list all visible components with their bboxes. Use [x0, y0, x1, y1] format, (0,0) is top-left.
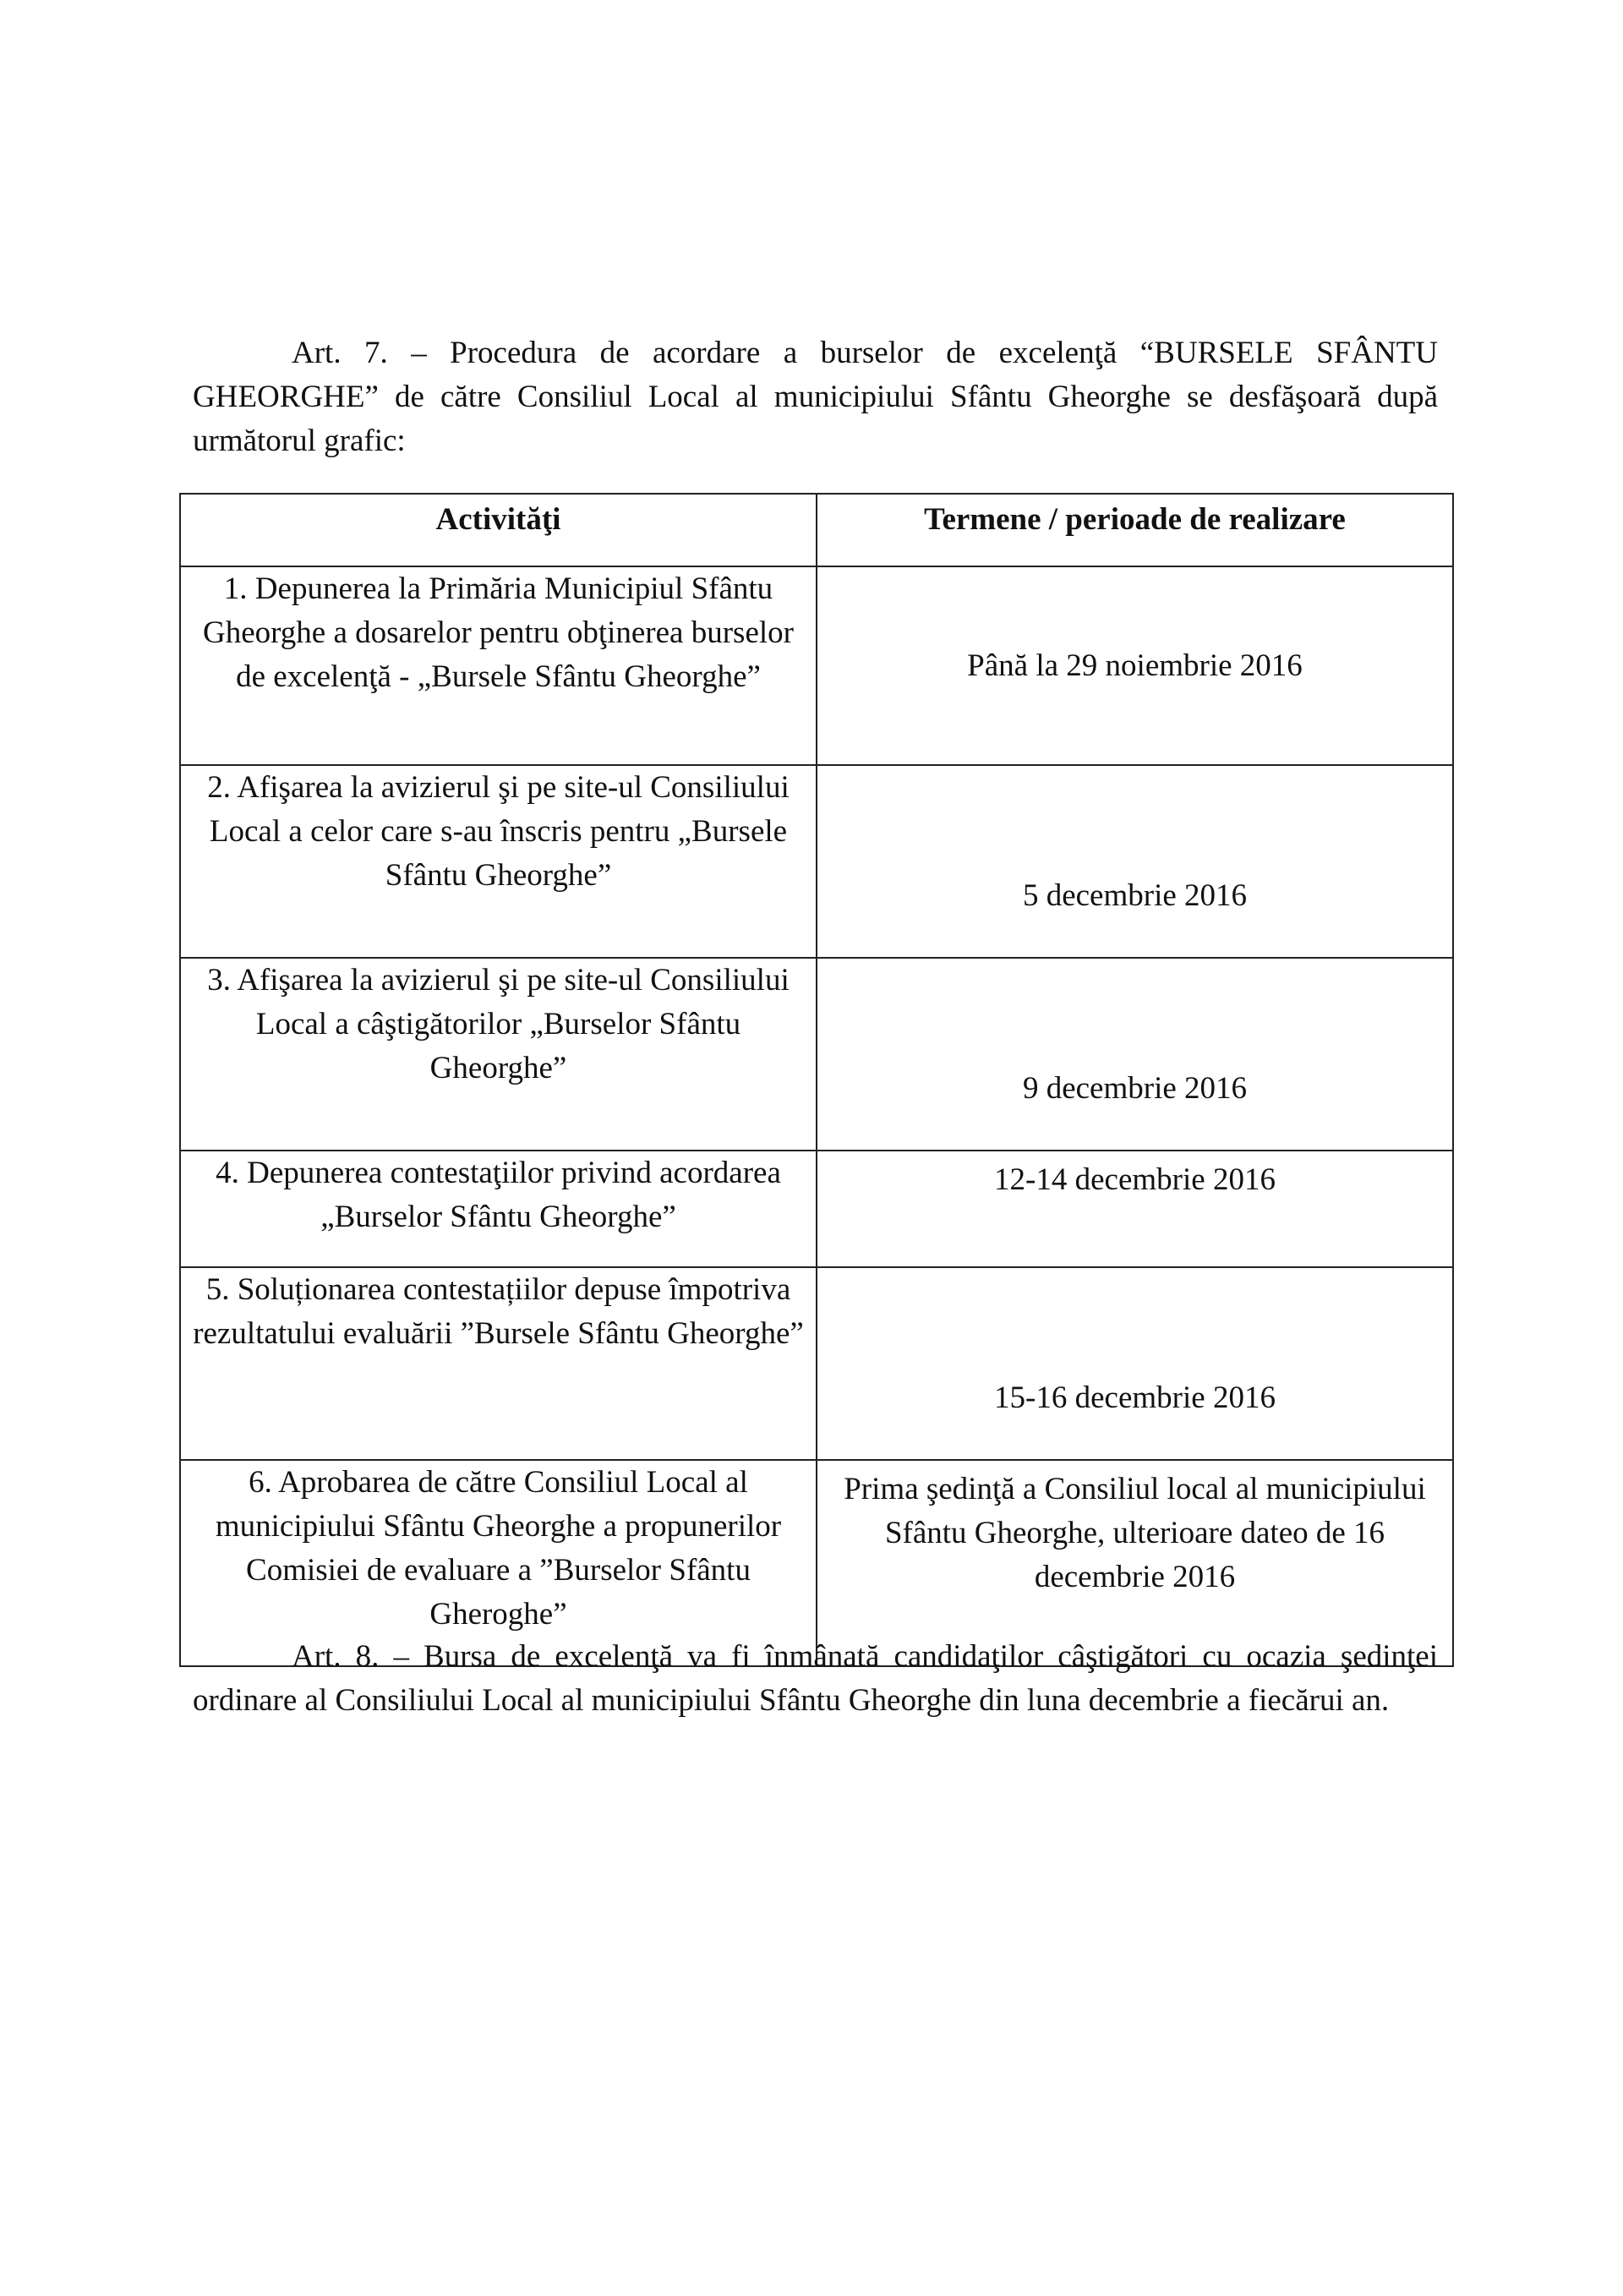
article-8-paragraph: Art. 8. – Bursa de excelenţă va fi înmânată candidaţilor câştigători cu ocazia şedinţei ordinare al Consiliului Local al municipiului Sfântu Gheorghe din luna decembrie a fiecărui an. — [193, 1639, 1438, 1718]
deadline-cell: 12-14 decembrie 2016 — [817, 1151, 1453, 1267]
deadline-cell: Până la 29 noiembrie 2016 — [817, 566, 1453, 765]
table-row — [180, 1267, 1453, 1460]
header-activities: Activităţi — [180, 494, 817, 566]
table-row — [180, 566, 1453, 765]
table-row — [180, 958, 1453, 1151]
deadline-cell: 5 decembrie 2016 — [817, 765, 1453, 958]
header-deadlines: Termene / perioade de realizare — [817, 494, 1453, 566]
table-header-row — [180, 494, 1453, 566]
activity-cell: 5. Soluționarea contestațiilor depuse împotriva rezultatului evaluării ”Bursele Sfântu Gheorghe” — [180, 1267, 817, 1460]
deadline-cell: 15-16 decembrie 2016 — [817, 1267, 1453, 1460]
deadline-cell: 9 decembrie 2016 — [817, 958, 1453, 1151]
activity-cell: 4. Depunerea contestaţiilor privind acordarea „Burselor Sfântu Gheorghe” — [180, 1151, 817, 1267]
schedule-table — [179, 493, 1454, 1667]
deadline-cell: Prima şedinţă a Consiliul local al municipiului Sfântu Gheorghe, ulterioare dateo de 16 decembrie 2016 — [817, 1460, 1453, 1666]
activity-cell: 6. Aprobarea de către Consiliul Local al municipiului Sfântu Gheorghe a propunerilor Comisiei de evaluare a ”Burselor Sfântu Gheroghe” — [180, 1460, 817, 1666]
activity-cell: 2. Afişarea la avizierul şi pe site-ul Consiliului Local a celor care s-au înscris pentru „Bursele Sfântu Gheorghe” — [180, 765, 817, 958]
article-7-paragraph: Art. 7. – Procedura de acordare a burselor de excelenţă “BURSELE SFÂNTU GHEORGHE” de către Consiliul Local al municipiului Sfântu Gheorghe se desfăşoară după următorul grafic: — [193, 336, 1438, 458]
table-row — [180, 765, 1453, 958]
activity-cell: 1. Depunerea la Primăria Municipiul Sfântu Gheorghe a dosarelor pentru obţinerea burselor de excelenţă - „Bursele Sfântu Gheorghe” — [180, 566, 817, 765]
table-row — [180, 1151, 1453, 1267]
activity-cell: 3. Afişarea la avizierul şi pe site-ul Consiliului Local a câştigătorilor „Burselor Sfântu Gheorghe” — [180, 958, 817, 1151]
